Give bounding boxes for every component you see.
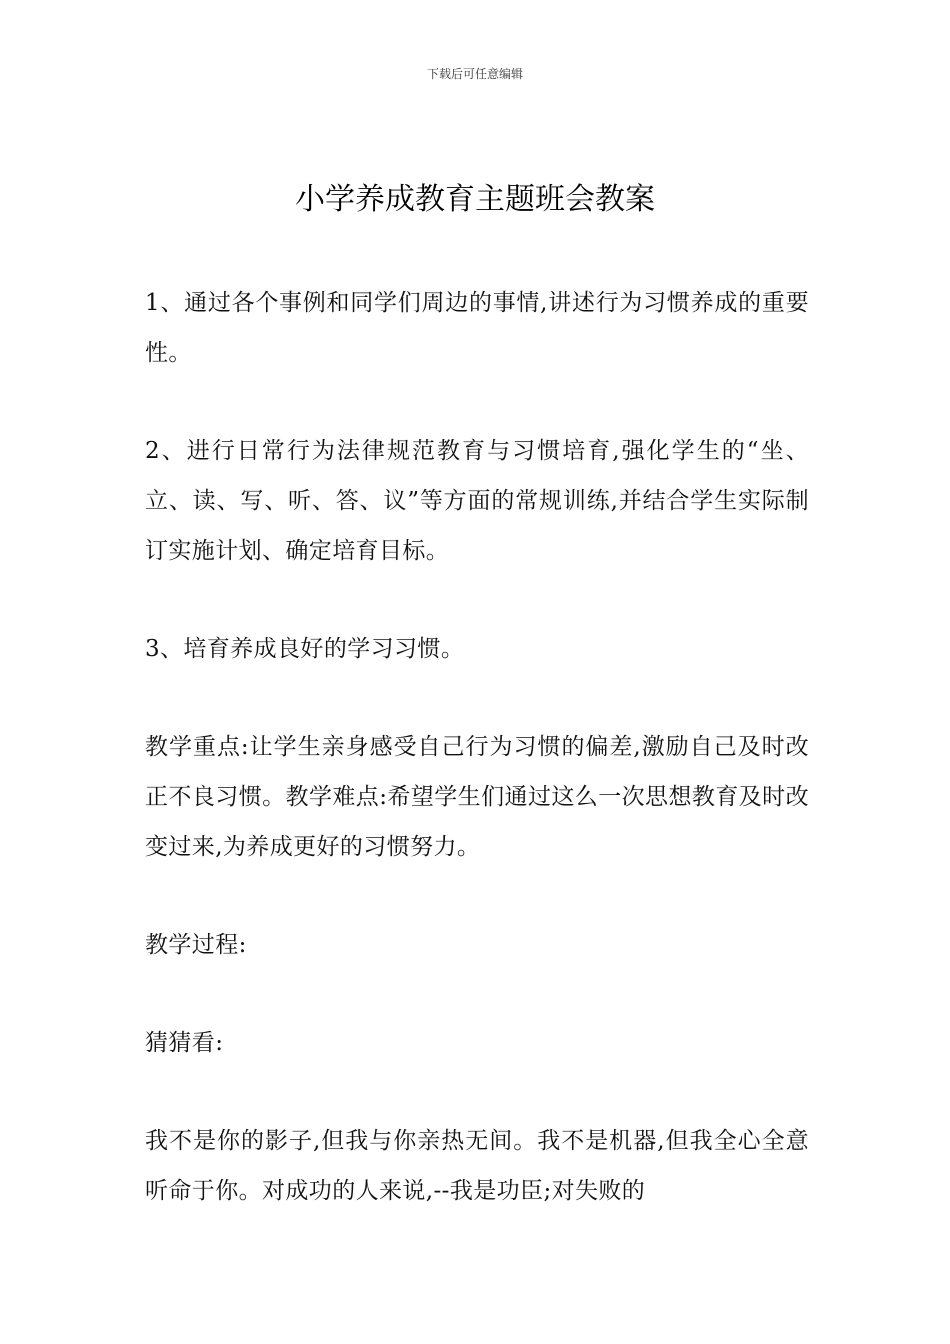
paragraph-objective-3: 3、培育养成良好的学习习惯。 xyxy=(145,636,465,662)
paragraph-objective-1: 1、通过各个事例和同学们周边的事情,讲述行为习惯养成的重要性。 xyxy=(145,290,809,366)
paragraph-process-heading: 教学过程: xyxy=(145,932,247,958)
paragraph-guess-heading: 猜猜看: xyxy=(145,1030,224,1056)
paragraph-objective-2: 2、进行日常行为法律规范教育与习惯培育,强化学生的“坐、立、读、写、听、答、议”等方面的常规训练,并结合学生实际制订实施计划、确定培育目标。 xyxy=(145,438,809,564)
paragraph-riddle: 我不是你的影子,但我与你亲热无间。我不是机器,但我全心全意听命于你。对成功的人来说,--我是功臣;对失败的 xyxy=(145,1128,809,1204)
page-header-note: 下载后可任意编辑 xyxy=(426,67,523,81)
document-body xyxy=(145,278,809,1264)
document-title: 小学养成教育主题班会教案 xyxy=(295,182,655,217)
paragraph-key-points: 教学重点:让学生亲身感受自己行为习惯的偏差,激励自己及时改正不良习惯。教学难点:希望学生们通过这么一次思想教育及时改变过来,为养成更好的习惯努力。 xyxy=(145,734,809,860)
